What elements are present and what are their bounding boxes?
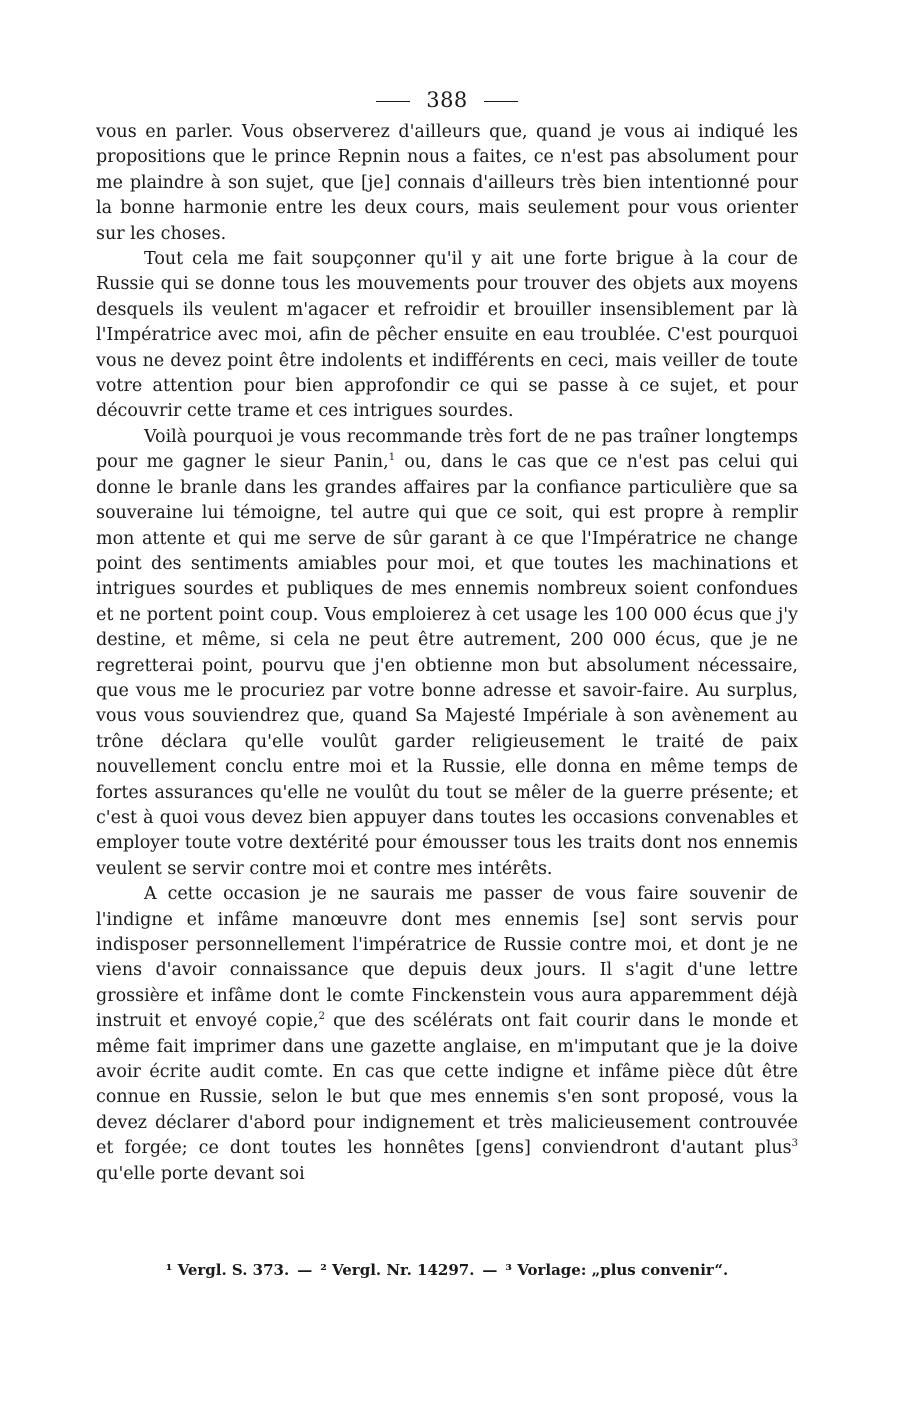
page-number: 388 xyxy=(426,88,468,112)
footnote-2: ² Vergl. Nr. 14297. xyxy=(320,1261,475,1279)
paragraph-4 xyxy=(96,882,798,1187)
footnote-separator-1: — xyxy=(297,1261,313,1279)
paragraph-3-text-b: ou, dans le cas que ce n'est pas celui qui donne le branle dans les grandes affaires par la confiance particulière que sa souveraine lui témoigne, tel autre qui que ce soit, qui est propre à remplir mon attente et qui me serve de sûr garant à ce que l'Impératrice ne change point des sentiments amiables pour moi, et que toutes les machinations et intrigues sourdes et publiques de mes ennemis nombreux soient confondues et ne portent point coup. Vous emploierez à cet usage les 100 000 écus que j'y destine, et même, si cela ne peut être autrement, 200 000 écus, que je ne regretterai point, pourvu que j'en obtienne mon but absolument nécessaire, que vous me le procuriez par votre bonne adresse et savoir-faire. Au surplus, vous vous souviendrez que, quand Sa Majesté Impériale à son avènement au trône déclara qu'elle voulût garder religieusement le traité de paix nouvellement conclu entre moi et la Russie, elle donna en même temps de fortes assurances qu'elle ne voulût du tout se mêler de la guerre présente; et c'est à quoi vous devez bien appuyer dans toutes les occasions convenables et employer toute votre dextérité pour émousser tous les traits dont nos ennemis veulent se servir contre moi et contre mes intérêts. xyxy=(96,452,798,879)
footnote-ref-3: 3 xyxy=(791,1138,798,1150)
paragraph-2: Tout cela me fait soupçonner qu'il y ait une forte brigue à la cour de Russie qui se donne tous les mouvements pour trouver des objets aux moyens desquels ils veulent m'agacer et refroidir et brouiller insensiblement par là l'Impératrice avec moi, afin de pêcher ensuite en eau troublée. C'est pourquoi vous ne devez point être indolents et indifférents en ceci, mais veiller de toute votre attention pour bien approfondir ce qui se passe à ce sujet, et pour découvrir cette trame et ces intrigues sourdes. xyxy=(96,249,798,422)
paragraph-4-text-a: A cette occasion je ne saurais me passer de vous faire souvenir de l'indigne et infâme manœuvre dont mes ennemis [se] sont servis pour indisposer personnellement l'impératrice de Russie contre moi, et dont je ne viens d'avoir connaissance que depuis deux jours. Il s'agit d'une lettre grossière et infâme dont le comte Finckenstein vous aura apparemment déjà instruit et envoyé copie, xyxy=(96,884,798,1032)
footnotes xyxy=(96,1258,798,1282)
footnote-ref-1: 1 xyxy=(388,452,396,464)
footnote-1: ¹ Vergl. S. 373. xyxy=(165,1261,290,1279)
paragraph-1: vous en parler. Vous observerez d'ailleurs que, quand je vous ai indiqué les propositions que le prince Repnin nous a faites, ce n'est pas absolument pour me plaindre à son sujet, que [je] connais d'ailleurs très bien intentionné pour la bonne harmonie entre les deux cours, mais seulement pour vous orienter sur les choses. xyxy=(96,122,798,244)
paragraph-3-text-a: Voilà pourquoi je vous recommande très fort de ne pas traîner longtemps pour me gagner le sieur Panin, xyxy=(96,426,798,473)
footnote-ref-2: 2 xyxy=(318,1011,325,1023)
footnote-3: ³ Vorlage: „plus convenir“. xyxy=(505,1261,729,1279)
page-header xyxy=(96,80,798,120)
paragraph-4-text-b: que des scélérats ont fait courir dans le monde et même fait imprimer dans une gazette anglaise, en m'imputant que je la doive avoir écrite audit comte. En cas que cette indigne et infâme pièce dût être connue en Russie, selon le but que mes ennemis s'en sont proposé, vous la devez déclarer d'abord pour indignement et très malicieusement controuvée et forgée; ce dont toutes les honnêtes [gens] conviendront d'autant plus xyxy=(96,1011,799,1159)
paragraph-4-text-c: qu'elle porte devant soi xyxy=(96,1163,305,1184)
paragraph-3 xyxy=(96,425,798,882)
footnote-separator-2: — xyxy=(482,1261,498,1279)
body-text xyxy=(96,120,798,1187)
header-rule-left xyxy=(376,101,410,102)
page xyxy=(96,80,798,1187)
header-rule-right xyxy=(484,101,518,102)
